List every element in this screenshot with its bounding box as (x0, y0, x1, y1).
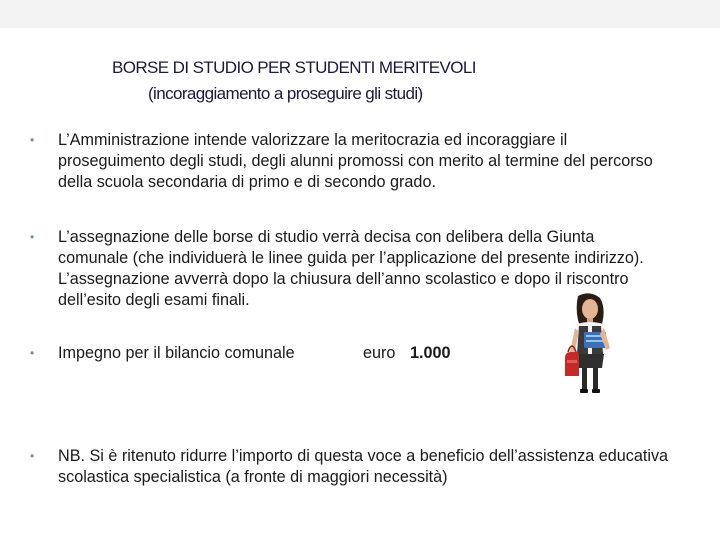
bullet-icon: • (30, 346, 35, 360)
bullet-text: L’assegnazione delle borse di studio verrà decisa con delibera della Giunta comunale (che individuerà le linee guida per l’applicazione del presente indirizzo). L’assegnazione avverrà dopo la chiusura dell’anno scolastico e dopo il riscontro dell’esito degli esami finali. (58, 228, 644, 309)
student-illustration-svg (560, 292, 620, 395)
slide-subtitle: (incoraggiamento a proseguire gli studi) (148, 84, 423, 103)
bullet-text: Impegno per il bilancio comunale (58, 344, 295, 362)
slide-title: BORSE DI STUDIO PER STUDENTI MERITEVOLI (112, 58, 476, 77)
top-bar (0, 0, 720, 28)
student-with-books-illustration (560, 292, 620, 395)
amount-currency-label: euro (363, 344, 396, 362)
bullet-item-budget (30, 343, 530, 364)
bullet-icon: • (30, 449, 35, 463)
bullet-icon: • (30, 230, 35, 244)
bullet-icon: • (30, 133, 35, 147)
bullet-item-note (30, 446, 670, 488)
amount-value: 1.000 (410, 344, 451, 362)
bullet-text: NB. Si è ritenuto ridurre l’importo di questa voce a beneficio dell’assistenza educativa scolastica specialistica (a fronte di maggiori necessità) (58, 447, 669, 486)
bullet-text: L’Amministrazione intende valorizzare la meritocrazia ed incoraggiare il proseguimento degli studi, degli alunni promossi con merito al termine del percorso della scuola secondaria di primo e di secondo grado. (58, 131, 653, 191)
bullet-item (30, 130, 660, 193)
